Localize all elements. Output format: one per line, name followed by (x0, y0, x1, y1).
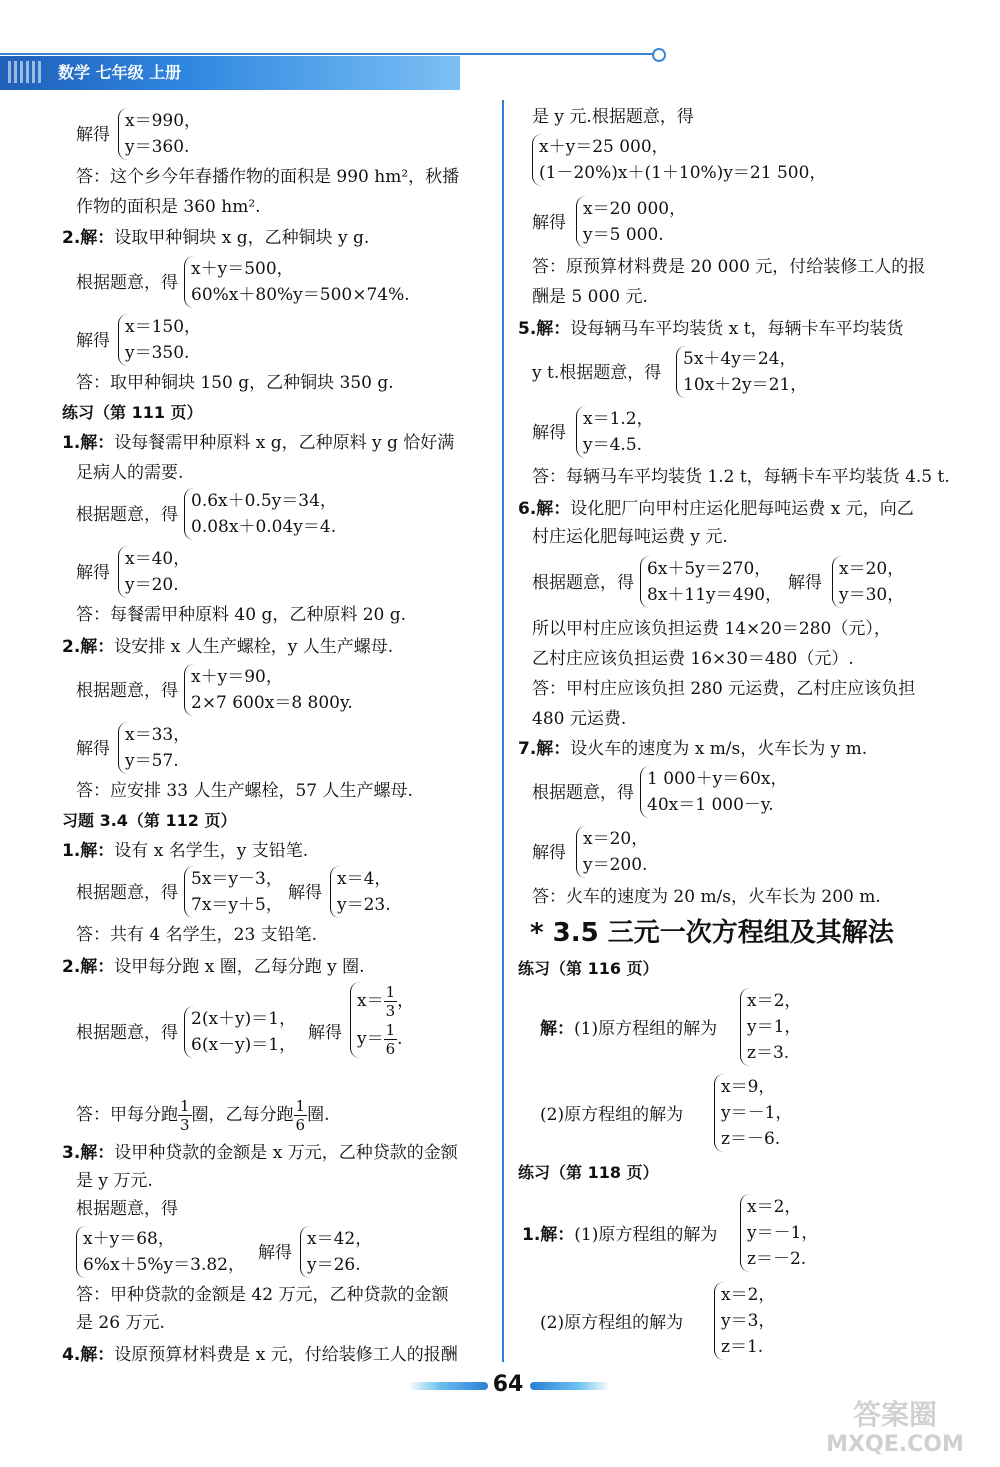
solve-label: 解得 (788, 573, 822, 593)
problem-2: 2.解：设取甲种铜块 x g，乙种铜块 y g. (62, 228, 370, 248)
equation-label: 根据题意，得 (76, 1023, 178, 1043)
exercise-1: 1.解：设每餐需甲种原料 x g，乙种原料 y g 恰好满 (62, 433, 455, 453)
problem-text: 村庄运化肥每吨运费 y 元. (532, 527, 728, 547)
solution-system: x＝20， y＝200. (576, 826, 648, 878)
homework-6: 6.解：设化肥厂向甲村庄运化肥每吨运费 x 元，向乙 (518, 499, 914, 519)
exercise-heading: 练习（第 118 页） (518, 1163, 659, 1182)
solve-label: 解得 (76, 331, 110, 351)
solution-system: x＝150， y＝350. (118, 314, 201, 366)
solve-label: 解得 (76, 739, 110, 759)
answer-line: 答：甲村庄应该负担 280 元运费，乙村庄应该负担 (532, 679, 916, 699)
problem-text: 乙村庄应该负担运费 16×30＝480（元）. (532, 649, 854, 669)
equation-label: 根据题意，得 (76, 273, 178, 293)
equation-system: 0.6x＋0.5y＝34， 0.08x＋0.04y＝4. (184, 488, 337, 540)
solution-system-3: x＝2， y＝1， z＝3. (740, 988, 801, 1066)
homework-7: 7.解：设火车的速度为 x m/s，火车长为 y m. (518, 739, 868, 759)
answer-line: 答：每辆马车平均装货 1.2 t，每辆卡车平均装货 4.5 t. (532, 467, 950, 487)
solution-system: x＝20， y＝30， (832, 556, 904, 608)
homework-3: 3.解：设甲种贷款的金额是 x 万元，乙种贷款的金额 (62, 1143, 458, 1163)
answer-line: 答：原预算材料费是 20 000 元，付给装修工人的报 (532, 257, 926, 277)
answer-line: 答：共有 4 名学生，23 支铅笔. (76, 925, 318, 945)
answer-line: 答：这个乡今年春播作物的面积是 990 hm²，秋播 (76, 167, 460, 187)
answer-line: 480 元运费. (532, 709, 627, 729)
solve-label: 解得 (288, 883, 322, 903)
equation-system: x＋y＝90， 2×7 600x＝8 800y. (184, 664, 353, 716)
book-title: 数学 七年级 上册 (58, 63, 182, 82)
answer-line: 答：每餐需甲种原料 40 g，乙种原料 20 g. (76, 605, 407, 625)
solution-system (118, 108, 201, 160)
solution-line: x＝990， (125, 111, 202, 131)
solution-system: x＝20 000， y＝5 000. (576, 196, 686, 248)
equation-label: 根据题意，得 (532, 783, 634, 803)
answer-line: 酬是 5 000 元. (532, 287, 648, 307)
fraction: $\frac{1}{6}$ (295, 1097, 306, 1134)
solve-label: 解得 (76, 563, 110, 583)
equation-label: 根据题意，得 (532, 573, 634, 593)
equation-system: x＋y＝500， 60%x＋80%y＝500×74%. (184, 256, 410, 308)
solution-system-3: x＝2， y＝－1， z＝－2. (740, 1194, 818, 1272)
answer-line: 作物的面积是 360 hm². (76, 197, 261, 217)
solution-system: x＝1.2， y＝4.5. (576, 406, 654, 458)
header-stripes-icon (8, 61, 44, 83)
exercise-2: 2.解：设安排 x 人生产螺栓，y 人生产螺母. (62, 637, 394, 657)
solution-label: (2)原方程组的解为 (540, 1313, 684, 1333)
solve-label: 解得 (308, 1023, 342, 1043)
answer-line: 是 26 万元. (76, 1313, 165, 1333)
equation-system: x＋y＝25 000， (1－20%)x＋(1＋10%)y＝21 500， (532, 134, 826, 186)
solution-line: y＝360. (125, 137, 190, 157)
equation-system: 5x＋4y＝24， 10x＋2y＝21， (676, 346, 807, 398)
answer-line: 答：甲种贷款的金额是 42 万元，乙种贷款的金额 (76, 1285, 449, 1305)
solution-system: x＝40， y＝20. (118, 546, 190, 598)
equation-label: 根据题意，得 (76, 681, 178, 701)
solve-label: 解得 (532, 843, 566, 863)
homework-heading: 习题 3.4（第 112 页） (62, 811, 237, 830)
header-rule-end-dot (652, 48, 666, 62)
equation-system: 5x＝y－3， 7x＝y＋5， (184, 866, 283, 918)
solution-system-3: x＝2， y＝3， z＝1. (714, 1282, 775, 1360)
homework-2: 2.解：设甲每分跑 x 圈，乙每分跑 y 圈. (62, 957, 365, 977)
problem-text: 是 y 元.根据题意，得 (532, 107, 694, 127)
solution-system: x＝33， y＝57. (118, 722, 190, 774)
answer-line: 答：火车的速度为 20 m/s，火车长为 200 m. (532, 887, 881, 907)
equation-label: 根据题意，得 (76, 505, 178, 525)
problem-text: 足病人的需要. (76, 463, 184, 483)
answer-line: 答：取甲种铜块 150 g，乙种铜块 350 g. (76, 373, 394, 393)
solve-label: 解得 (76, 125, 110, 145)
exercise-heading: 练习（第 111 页） (62, 403, 203, 422)
solution-system: x＝ $\frac{1}{3}$ ， y＝ $\frac{1}{6}$ . (350, 982, 414, 1058)
solution-system: x＝4， y＝23. (330, 866, 391, 918)
fraction: $\frac{1}{3}$ (180, 1097, 190, 1134)
fraction: $\frac{1}{3}$ (385, 983, 396, 1020)
solution-system: x＝42， y＝26. (300, 1226, 372, 1278)
solution-system-3: x＝9， y＝－1， z＝－6. (714, 1074, 792, 1152)
equation-system: 2(x＋y)＝1， 6(x－y)＝1， (184, 1006, 296, 1058)
solve-label: 解得 (258, 1243, 292, 1263)
header-rule (0, 53, 660, 55)
answer-line: 答：甲每分跑 $\frac{1}{3}$ 圈，乙每分跑 $\frac{1}{6}$ 圈. (76, 1097, 330, 1134)
solution-label: 1.解：(1)原方程组的解为 (522, 1225, 718, 1245)
equation-system: 1 000＋y＝60x， 40x＝1 000－y. (640, 766, 788, 818)
section-title: * 3.5 三元一次方程组及其解法 (530, 918, 894, 948)
problem-text: 所以甲村庄应该负担运费 14×20＝280（元）， (532, 619, 891, 639)
equation-system: 6x＋5y＝270， 8x＋11y＝490， (640, 556, 782, 608)
footer-decoration-right (530, 1382, 610, 1390)
equation-label: 根据题意，得 (76, 1199, 178, 1219)
solution-label: 解：(1)原方程组的解为 (540, 1019, 718, 1039)
page-number: 64 (492, 1372, 524, 1397)
solve-label: 解得 (532, 423, 566, 443)
equation-label: 根据题意，得 (76, 883, 178, 903)
exercise-heading: 练习（第 116 页） (518, 959, 659, 978)
watermark-logo: 答案圈 MXQE.COM (826, 1398, 964, 1457)
solution-label: (2)原方程组的解为 (540, 1105, 684, 1125)
homework-4: 4.解：设原预算材料费是 x 元，付给装修工人的报酬 (62, 1345, 458, 1365)
equation-system: x＋y＝68， 6%x＋5%y＝3.82， (76, 1226, 245, 1278)
footer-decoration-left (408, 1382, 488, 1390)
solve-label: 解得 (532, 213, 566, 233)
homework-1: 1.解：设有 x 名学生，y 支铅笔. (62, 841, 309, 861)
homework-5: 5.解：设每辆马车平均装货 x t，每辆卡车平均装货 (518, 319, 904, 339)
answer-line: 答：应安排 33 人生产螺栓，57 人生产螺母. (76, 781, 413, 801)
equation-label: y t.根据题意，得 (532, 363, 662, 383)
column-divider (502, 100, 504, 1362)
fraction: $\frac{1}{6}$ (385, 1021, 396, 1058)
problem-text: 是 y 万元. (76, 1171, 153, 1191)
